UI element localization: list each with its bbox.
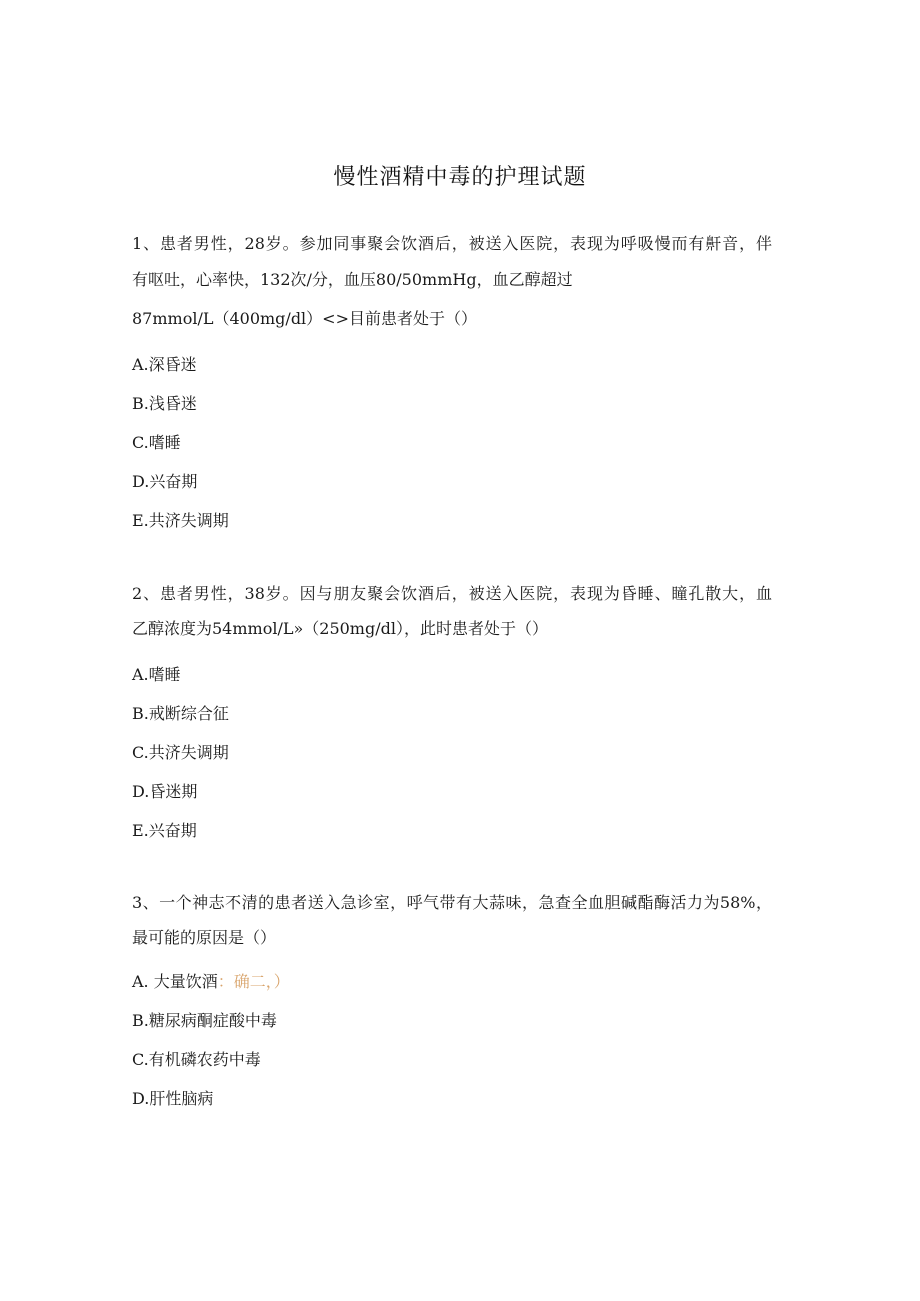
question-3-option-b: B.糖尿病酮症酸中毒 bbox=[132, 1011, 277, 1030]
question-1-option-c: C.嗜睡 bbox=[132, 433, 181, 452]
question-1-stem-line-1: 1、患者男性，28岁。参加同事聚会饮酒后，被送入医院，表现为呼吸慢而有鼾音，伴 bbox=[132, 234, 772, 253]
question-1-stem-line-3: 87mmol/L（400mg/dl）<>目前患者处于（） bbox=[132, 309, 477, 328]
question-2-option-c: C.共济失调期 bbox=[132, 743, 229, 762]
question-3-stem-line-2: 最可能的原因是（） bbox=[132, 928, 277, 947]
question-1-option-e: E.共济失调期 bbox=[132, 511, 229, 530]
question-1-option-b: B.浅昏迷 bbox=[132, 394, 197, 413]
question-3-option-d: D.肝性脑病 bbox=[132, 1089, 214, 1108]
question-2-option-d: D.昏迷期 bbox=[132, 782, 198, 801]
question-3-option-a-label: A. 大量饮酒 bbox=[132, 972, 218, 991]
question-1-option-a: A.深昏迷 bbox=[132, 355, 197, 374]
document-title: 慢性酒精中毒的护理试题 bbox=[333, 165, 587, 190]
question-3-stem-line-1: 3、一个神志不清的患者送入急诊室，呼气带有大蒜味，急查全血胆碱酯酶活力为58%， bbox=[132, 893, 772, 912]
question-2-option-e: E.兴奋期 bbox=[132, 821, 197, 840]
question-2-option-b: B.戒断综合征 bbox=[132, 704, 229, 723]
question-1-option-d: D.兴奋期 bbox=[132, 472, 198, 491]
question-2-stem-line-2: 乙醇浓度为54mmol/L»（250mg/dl），此时患者处于（） bbox=[132, 619, 548, 638]
question-3-option-a bbox=[132, 972, 782, 992]
question-3-option-c: C.有机磷农药中毒 bbox=[132, 1050, 261, 1069]
question-2-stem-line-1: 2、患者男性，38岁。因与朋友聚会饮酒后，被送入医院，表现为昏睡、瞳孔散大，血 bbox=[132, 584, 772, 603]
question-3-option-a-answer-note: ：确二，） bbox=[217, 972, 290, 991]
question-1-stem-line-2: 有呕吐，心率快，132次/分，血压80/50mmHg，血乙醇超过 bbox=[132, 270, 573, 289]
question-2-option-a: A.嗜睡 bbox=[132, 665, 181, 684]
